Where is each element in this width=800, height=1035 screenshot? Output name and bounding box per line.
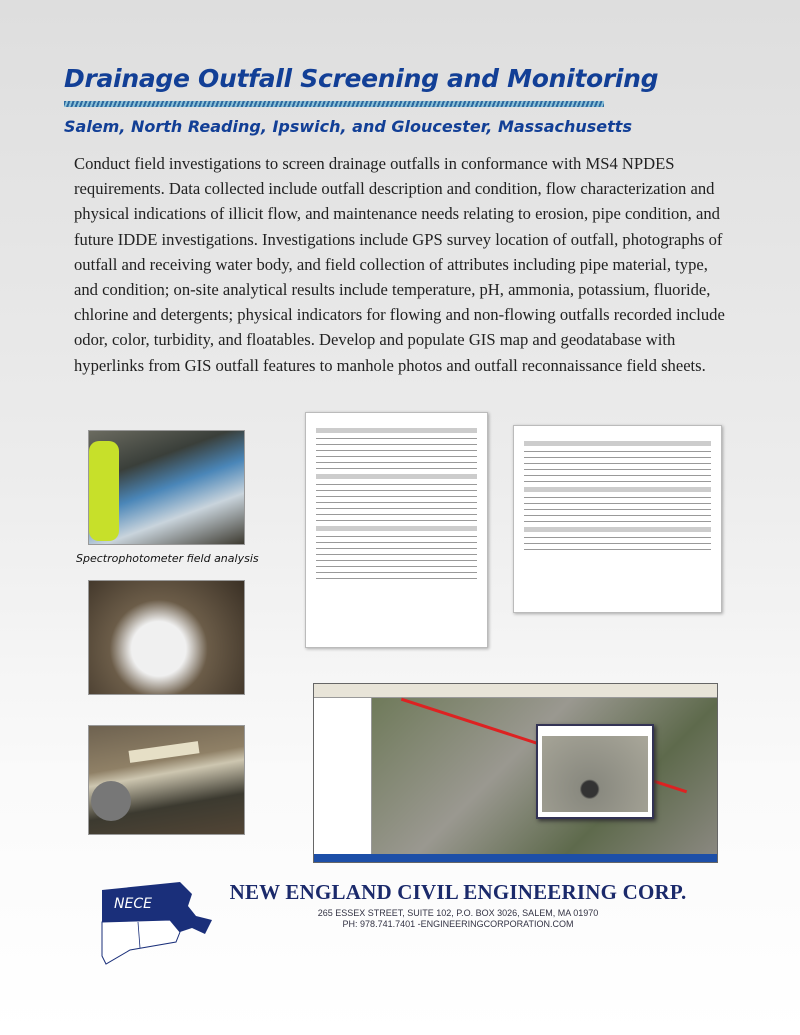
page-subtitle: Salem, North Reading, Ipswich, and Gloucester, Massachusetts (64, 117, 632, 136)
page-title: Drainage Outfall Screening and Monitoring (64, 64, 659, 93)
logo-text: NECE (114, 896, 152, 912)
field-sheet-form-2 (513, 425, 722, 613)
photo-outfall-pipes (88, 725, 245, 835)
gis-map-screenshot (313, 683, 718, 863)
photo-outfall-ice (88, 580, 245, 695)
photo-caption: Spectrophotometer field analysis (76, 552, 259, 565)
title-divider (64, 101, 604, 107)
company-contact: PH: 978.741.7401 -ENGINEERINGCORPORATION.COM (342, 919, 574, 929)
photo-car-trunk-equipment (88, 430, 245, 545)
company-name: NEW ENGLAND CIVIL ENGINEERING CORP. (229, 880, 687, 904)
company-block (228, 880, 688, 929)
nece-massachusetts-logo (100, 876, 215, 971)
company-address: 265 ESSEX STREET, SUITE 102, P.O. BOX 3026, SALEM, MA 01970 (317, 908, 599, 918)
description-paragraph: Conduct field investigations to screen drainage outfalls in conformance with MS4 NPDES requirements. Data collected include outfall description and condition, flow characterization and physical indications of illicit flow, and maintenance needs relating to erosion, pipe condition, and future IDDE investigations. Investigations include GPS survey location of outfall, photographs of outfall and receiving water body, and field collection of attributes including pipe material, type, and condition; on-site analytical results include temperature, pH, ammonia, potassium, fluoride, chlorine and detergents; physical indicators for flowing and non-flowing outfalls recorded include odor, color, turbidity, and floatables. Develop and populate GIS map and geodatabase with hyperlinks from GIS outfall features to manhole photos and outfall reconnaissance field sheets. (74, 154, 725, 375)
field-sheet-form-1 (305, 412, 488, 648)
